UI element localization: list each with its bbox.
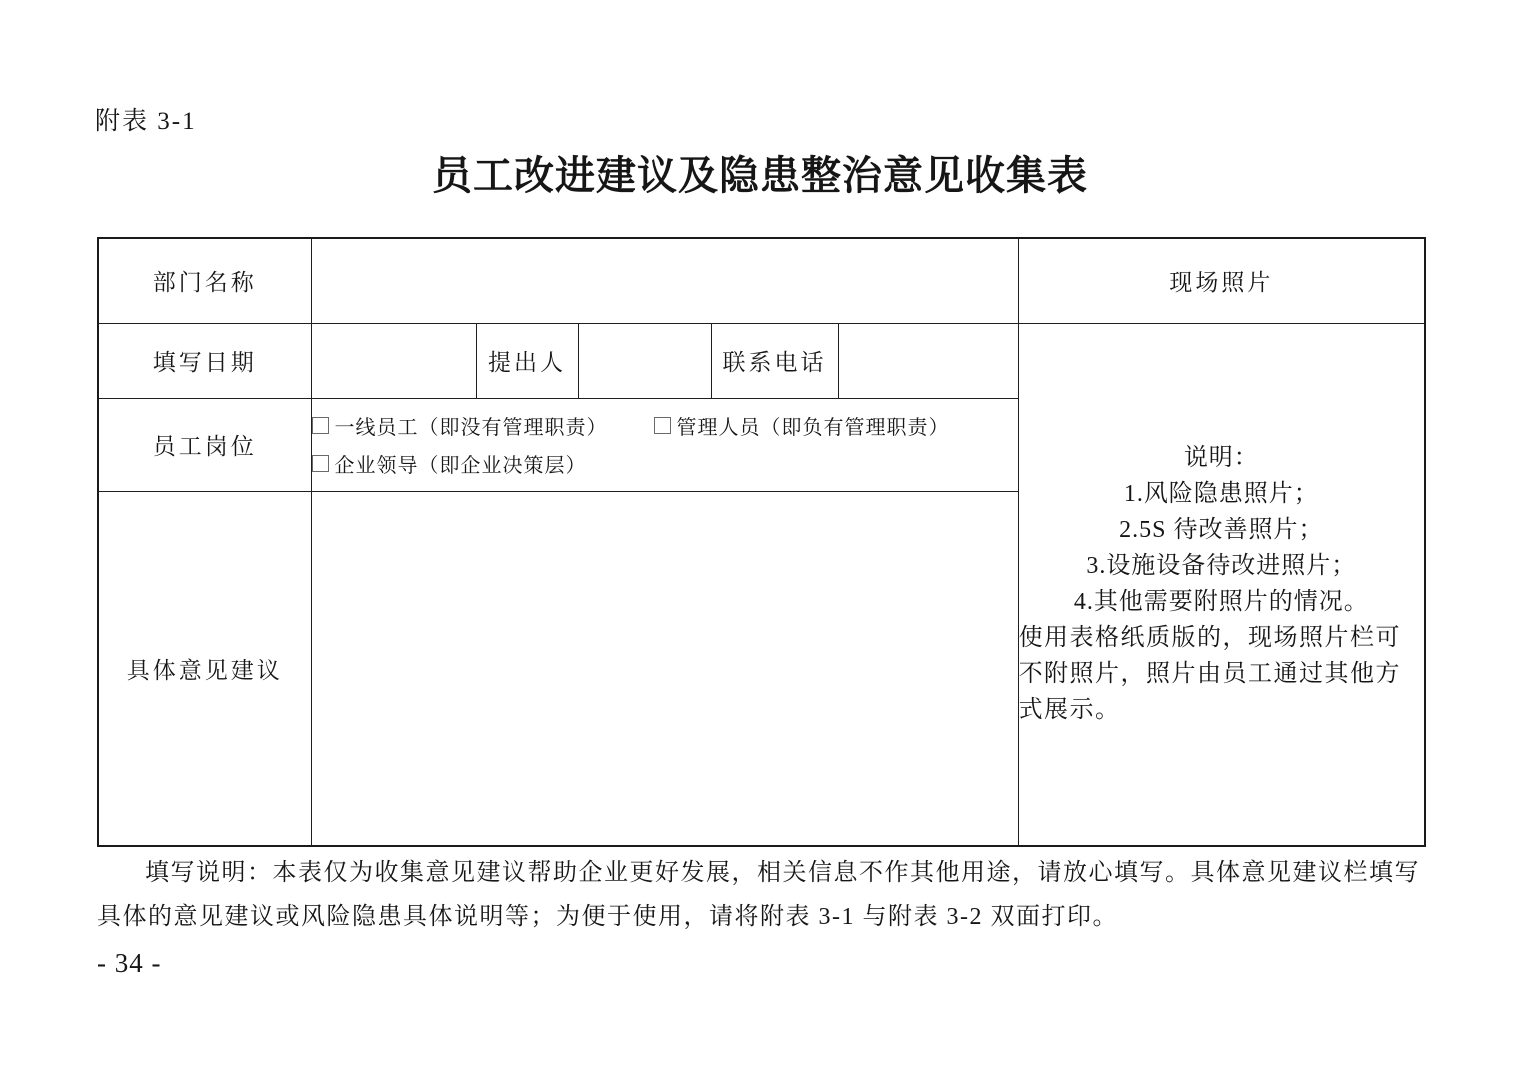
option-label: 一线员工（即没有管理职责）	[334, 417, 608, 439]
page-number: - 34 -	[97, 948, 162, 978]
department-label: 部门名称	[98, 238, 311, 323]
note-item: 2.5S 待改善照片；	[1119, 517, 1324, 544]
note-remark-line: 式展示。	[1018, 697, 1121, 724]
appendix-tag: 附表 3-1	[95, 108, 197, 135]
fill-instructions-line: 填写说明：本表仅为收集意见建议帮助企业更好发展，相关信息不作其他用途，请放心填写。具体意见建议栏填写	[145, 860, 1420, 886]
page-title: 员工改进建议及隐患整治意见收集表	[432, 153, 1088, 198]
fill-instructions-line: 具体的意见建议或风险隐患具体说明等；为便于使用，请将附表 3-1 与附表 3-2 双面打印。	[97, 904, 1118, 930]
phone-label: 联系电话	[711, 323, 838, 398]
note-item: 4.其他需要附照片的情况。	[1073, 589, 1369, 616]
collection-form-table	[97, 237, 1426, 847]
department-input[interactable]	[311, 238, 1018, 323]
checkbox-icon[interactable]	[654, 417, 671, 434]
table-row	[98, 238, 1425, 323]
date-input[interactable]	[311, 323, 476, 398]
checkbox-option-management-staff[interactable]	[654, 411, 950, 440]
note-remark-line: 不附照片，照片由员工通过其他方	[1018, 661, 1402, 688]
checkbox-option-frontline-staff[interactable]	[312, 411, 608, 440]
suggestion-input[interactable]	[311, 491, 1018, 846]
options-row	[312, 449, 1018, 478]
option-label: 企业领导（即企业决策层）	[334, 455, 587, 477]
proposer-label: 提出人	[476, 323, 578, 398]
note-item: 1.风险隐患照片；	[1123, 481, 1319, 508]
date-label: 填写日期	[98, 323, 311, 398]
proposer-input[interactable]	[578, 323, 711, 398]
position-label: 员工岗位	[98, 398, 311, 491]
photo-label: 现场照片	[1018, 238, 1425, 323]
checkbox-option-enterprise-leader[interactable]	[312, 449, 587, 478]
fill-instructions	[97, 851, 1427, 939]
table-row	[98, 323, 1425, 398]
suggestion-label: 具体意见建议	[98, 491, 311, 846]
phone-input[interactable]	[838, 323, 1018, 398]
checkbox-icon[interactable]	[312, 455, 329, 472]
position-options-cell	[311, 398, 1018, 491]
checkbox-icon[interactable]	[312, 417, 329, 434]
photo-note-cell	[1018, 323, 1425, 846]
note-heading: 说明：	[1183, 445, 1259, 472]
option-label: 管理人员（即负有管理职责）	[676, 417, 950, 439]
note-item: 3.设施设备待改进照片；	[1086, 553, 1357, 580]
options-row	[312, 411, 1018, 440]
note-remark-line: 使用表格纸质版的，现场照片栏可	[1018, 625, 1402, 652]
